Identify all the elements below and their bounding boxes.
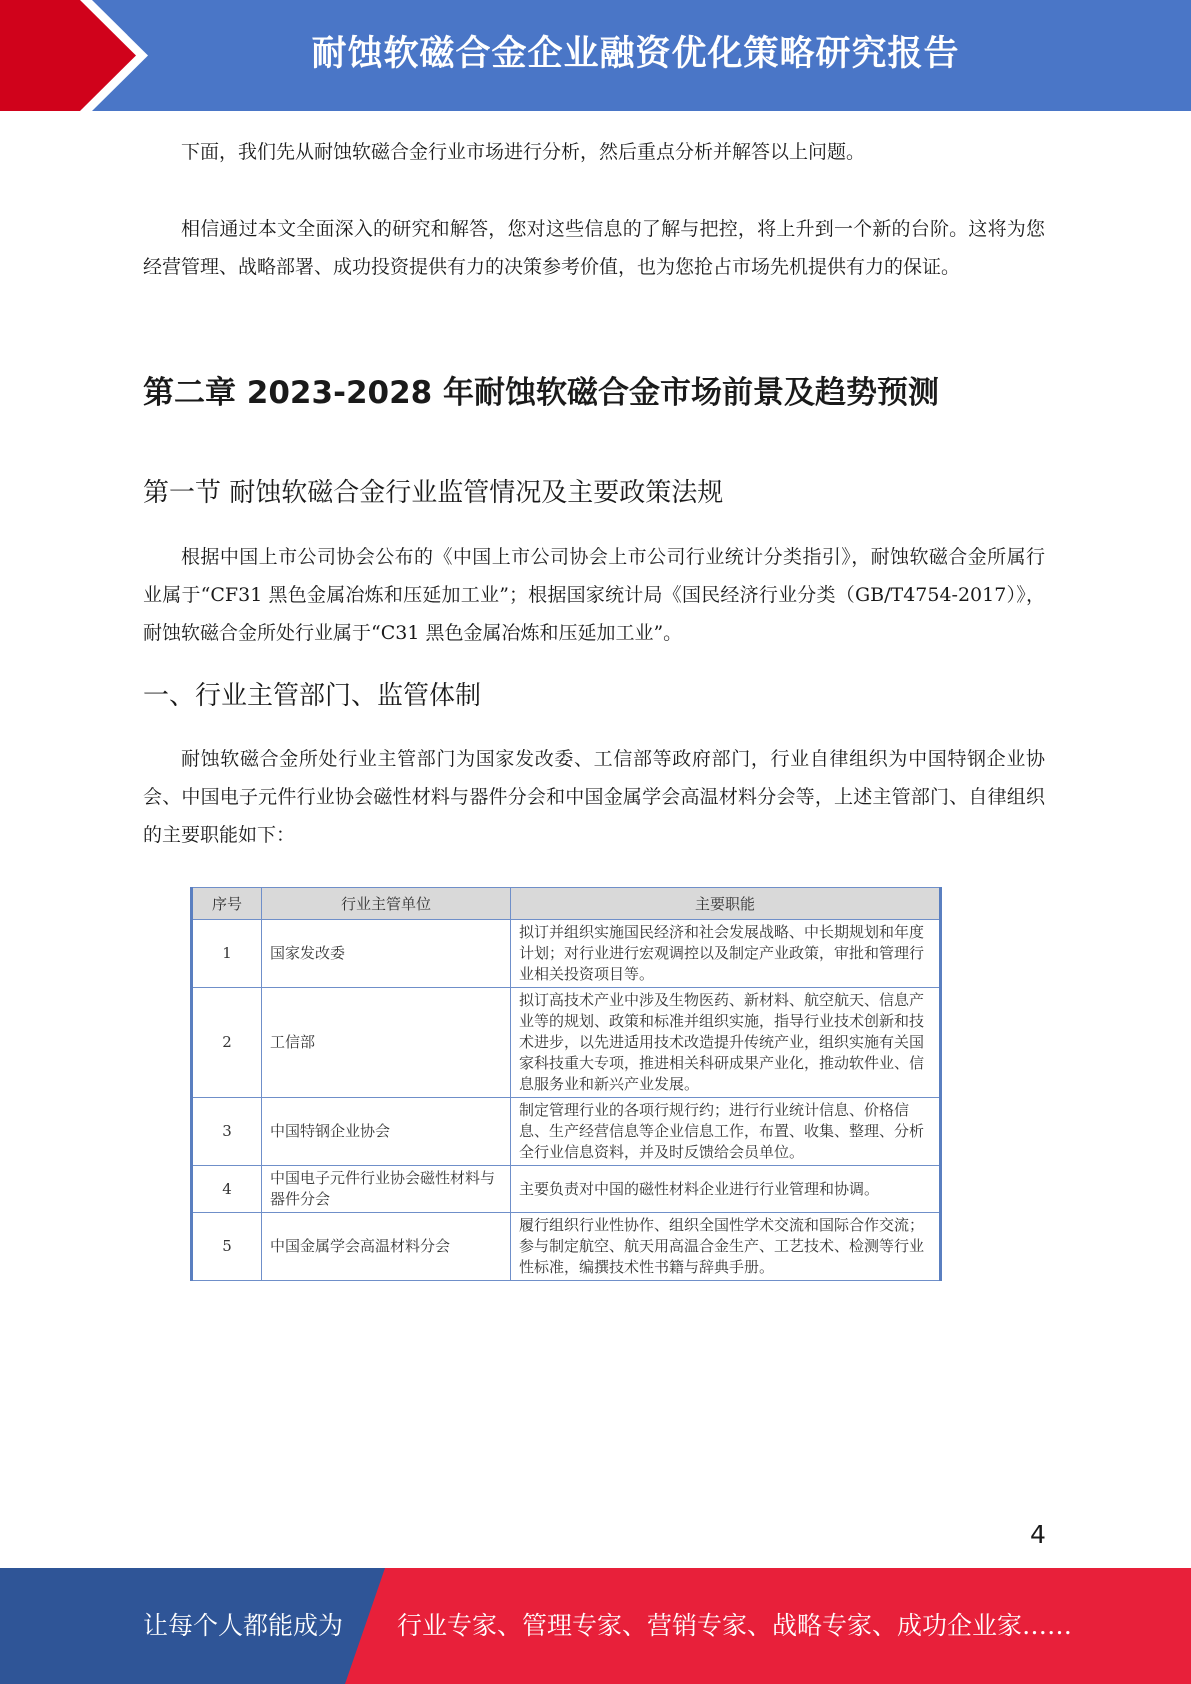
row-unit: 中国电子元件行业协会磁性材料与器件分会 [262,1166,511,1213]
footer-slogan-right: 行业专家、管理专家、营销专家、战略专家、成功企业家…… [397,1611,1073,1640]
header-arrow-decoration [0,0,160,111]
row-duties: 拟订高技术产业中涉及生物医药、新材料、航空航天、信息产业等的规划、政策和标准并组织实施，指导行业技术创新和技术进步，以先进适用技术改造提升传统产业，组织实施有关国家科技重大专项，推进相关科研成果产业化，推动软件业、信息服务业和新兴产业发展。 [511,988,941,1098]
intro-paragraph-block [143,133,1045,171]
row-index: 5 [192,1213,262,1281]
regulators-table-wrap [190,887,942,1281]
header-duties: 主要职能 [511,888,941,920]
row-unit: 工信部 [262,988,511,1098]
section-title: 第一节 耐蚀软磁合金行业监管情况及主要政策法规 [143,478,724,508]
row-duties: 拟订并组织实施国民经济和社会发展战略、中长期规划和年度计划；对行业进行宏观调控以及制定产业政策，审批和管理行业相关投资项目等。 [511,920,941,988]
page-header [0,0,1191,111]
value-paragraph: 相信通过本文全面深入的研究和解答，您对这些信息的了解与把控，将上升到一个新的台阶。这将为您经营管理、战略部署、成功投资提供有力的决策参考价值，也为您抢占市场先机提供有力的保证。 [143,218,1045,278]
row-duties: 履行组织行业性协作、组织全国性学术交流和国际合作交流；参与制定航空、航天用高温合金生产、工艺技术、检测等行业性标准，编撰技术性书籍与辞典手册。 [511,1213,941,1281]
row-index: 2 [192,988,262,1098]
regulators-paragraph: 耐蚀软磁合金所处行业主管部门为国家发改委、工信部等政府部门，行业自律组织为中国特钢企业协会、中国电子元件行业协会磁性材料与器件分会和中国金属学会高温材料分会等，上述主管部门、自律组织的主要职能如下： [143,748,1045,846]
classification-paragraph: 根据中国上市公司协会公布的《中国上市公司协会上市公司行业统计分类指引》，耐蚀软磁合金所属行业属于“CF31 黑色金属冶炼和压延加工业”；根据国家统计局《国民经济行业分类（GB/T4754-2017）》，耐蚀软磁合金所处行业属于“C31 黑色金属冶炼和压延加工业”。 [143,546,1045,644]
chapter-title: 第二章 2023-2028 年耐蚀软磁合金市场前景及趋势预测 [143,375,940,411]
footer-slogan-left: 让每个人都能成为 [143,1611,344,1640]
row-unit: 中国金属学会高温材料分会 [262,1213,511,1281]
table-row [192,1166,941,1213]
row-index: 3 [192,1098,262,1166]
table-row [192,1213,941,1281]
row-index: 4 [192,1166,262,1213]
report-title: 耐蚀软磁合金企业融资优化策略研究报告 [311,34,960,74]
subsection-title: 一、行业主管部门、监管体制 [143,681,482,711]
regulators-paragraph-block [143,740,1045,854]
row-duties: 制定管理行业的各项行规行约；进行行业统计信息、价格信息、生产经营信息等企业信息工作，布置、收集、整理、分析全行业信息资料，并及时反馈给会员单位。 [511,1098,941,1166]
value-paragraph-block [143,210,1045,286]
page-footer [0,1568,1191,1684]
table-header-row [192,888,941,920]
row-unit: 国家发改委 [262,920,511,988]
row-index: 1 [192,920,262,988]
header-unit: 行业主管单位 [262,888,511,920]
table-row [192,1098,941,1166]
row-unit: 中国特钢企业协会 [262,1098,511,1166]
intro-paragraph: 下面，我们先从耐蚀软磁合金行业市场进行分析，然后重点分析并解答以上问题。 [181,141,866,163]
classification-paragraph-block [143,538,1045,652]
page-number: 4 [1030,1520,1046,1549]
header-index: 序号 [192,888,262,920]
table-row [192,988,941,1098]
regulators-table [190,887,942,1281]
table-row [192,920,941,988]
row-duties: 主要负责对中国的磁性材料企业进行行业管理和协调。 [511,1166,941,1213]
